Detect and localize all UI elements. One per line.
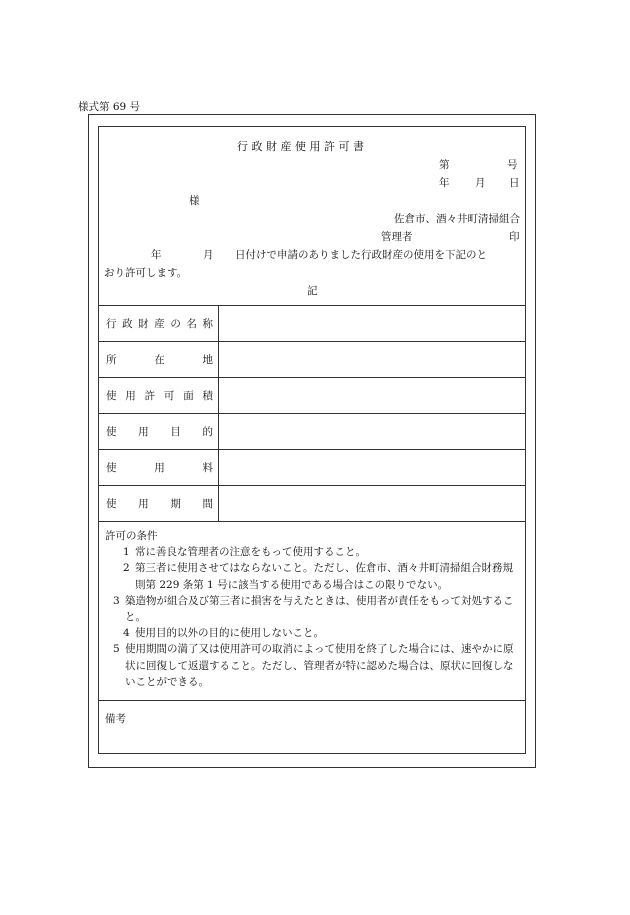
condition-item: 3 築造物が組合及び第三者に損害を与えたときは、使用者が責任をもって対処すること。: [113, 594, 514, 624]
body-month: 月: [203, 249, 214, 261]
row-label-location: 所在地: [106, 354, 213, 366]
document-title: 行 政 財 産 使 用 許 可 書: [237, 140, 364, 153]
row-label-property-name: 行政財産の名称: [106, 318, 213, 330]
remarks-label: 備考: [105, 713, 126, 725]
condition-item: 4 使用目的以外の目的に使用しないこと。: [123, 627, 324, 640]
table-row-divider: [99, 521, 525, 522]
form-number: 様式第 69 号: [78, 101, 141, 113]
date-month: 月: [475, 177, 486, 189]
date-year: 年: [439, 177, 450, 189]
row-label-period: 使用期間: [106, 498, 213, 510]
table-row-divider: [99, 341, 525, 342]
body-text-line1: 日付けで申請のありました行政財産の使用を下記のと: [235, 249, 487, 261]
condition-item: 1 常に善良な管理者の注意をもって使用すること。: [123, 546, 366, 559]
remarks-divider: [99, 700, 525, 701]
condition-item: 2 第三者に使用させてはならないこと。ただし、佐倉市、酒々井町清掃組合財務規則第 229 条第 1 号に該当する使用である場合はこの限りでない。: [123, 562, 513, 591]
row-label-area: 使用許可面積: [106, 390, 213, 402]
ki-heading: 記: [307, 285, 318, 297]
body-year: 年: [151, 249, 162, 261]
seal-mark: 印: [509, 231, 520, 243]
table-top-border: [99, 305, 525, 306]
table-row-divider: [99, 413, 525, 414]
manager-label: 管理者: [381, 231, 413, 243]
number-dai: 第: [439, 159, 450, 171]
conditions-section: [105, 528, 519, 690]
issuer-name: 佐倉市、酒々井町清掃組合: [394, 213, 520, 225]
permit-form: [98, 126, 526, 754]
condition-item: 5 使用期間の満了又は使用許可の取消によって使用を終了した場合には、速やかに原状に回復して返還すること。ただし、管理者が特に認めた場合は、原状に回復しないことができる。: [113, 643, 514, 688]
date-day: 日: [509, 177, 520, 189]
table-row-divider: [99, 377, 525, 378]
addressee-suffix: 様: [189, 195, 200, 207]
table-row-divider: [99, 449, 525, 450]
row-label-purpose: 使用目的: [106, 426, 213, 438]
body-text-line2: おり許可します。: [104, 267, 188, 279]
table-row-divider: [99, 485, 525, 486]
row-label-fee: 使用料: [106, 462, 213, 474]
conditions-heading: 許可の条件: [105, 530, 158, 542]
number-go: 号: [507, 159, 518, 171]
